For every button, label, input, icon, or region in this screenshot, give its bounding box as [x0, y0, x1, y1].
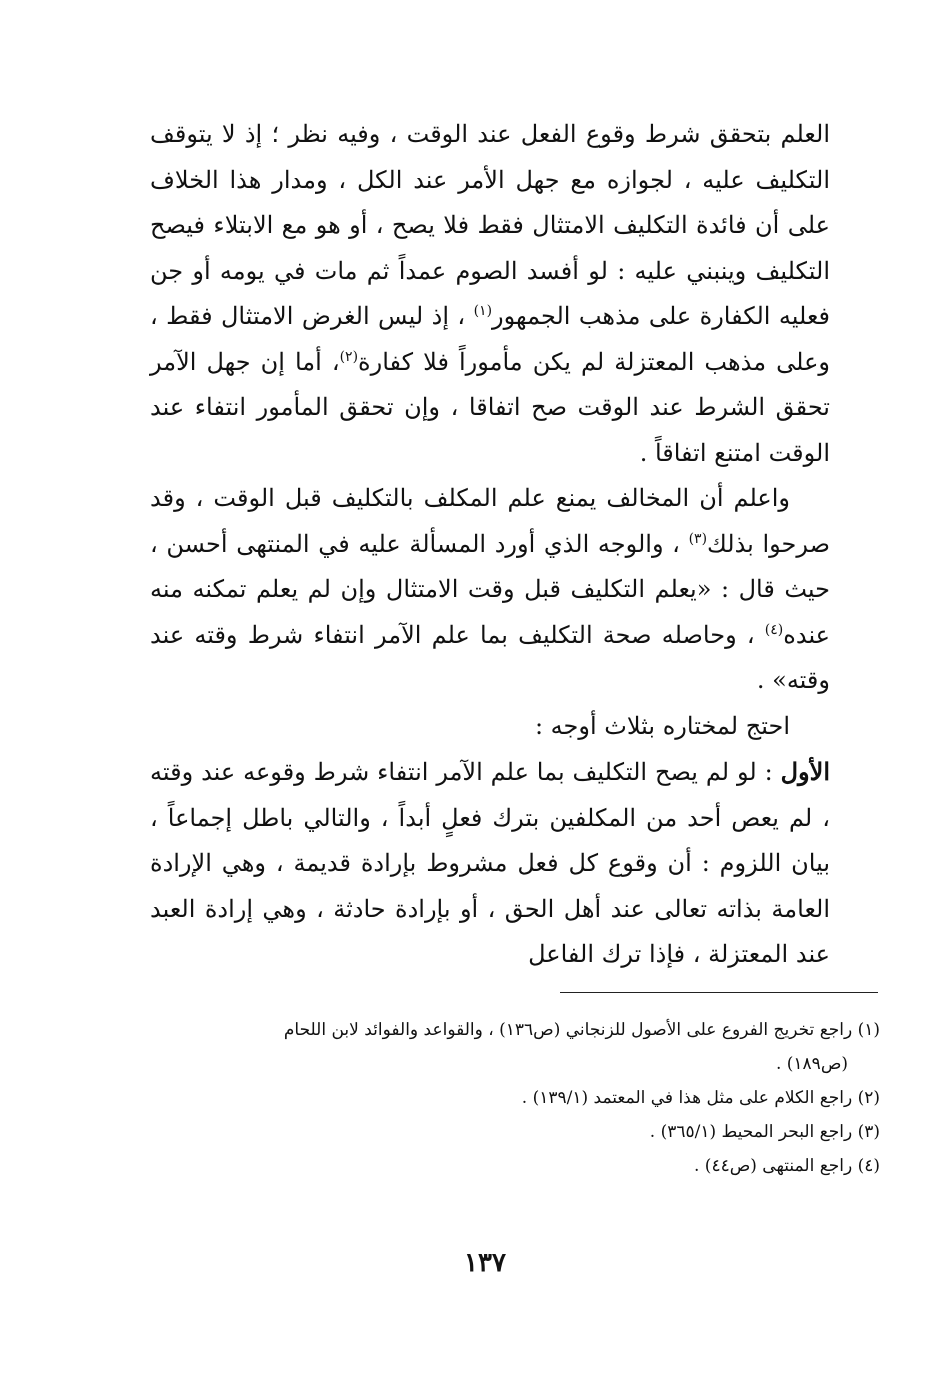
paragraph-3 — [150, 704, 830, 750]
footnote-1-line-1: (١) راجع تخريج الفروع على الأصول للزنجاني (ص١٣٦) ، والقواعد والفوائد لابن اللحام — [283, 1020, 880, 1040]
paragraph-4 — [150, 749, 830, 978]
paragraph-1-part-a: العلم بتحقق شرط وقوع الفعل عند الوقت ، وفيه نظر ؛ إذ لا يتوقف التكليف عليه ، لجوازه مع جهل الأمر عند الكل ، ومدار هذا الخلاف على أن فائدة التكليف الامتثال فقط فلا يصح ، أو هو مع الابتلاء فيصح التكليف وينبني عليه : لو أفسد الصوم عمداً ثم مات في يومه أو جن فعليه الكفارة على مذهب الجمهور — [150, 120, 830, 330]
paragraph-2-part-a: واعلم أن المخالف يمنع علم المكلف بالتكليف قبل الوقت ، وقد صرحوا بذلك — [150, 484, 830, 558]
footnote-2: (٢) راجع الكلام على مثل هذا في المعتمد (١٣٩/١) . — [521, 1088, 880, 1108]
main-text — [150, 112, 830, 978]
footnote-ref-1[interactable]: (١) — [473, 303, 493, 319]
footnote-ref-4[interactable]: (٤) — [764, 621, 784, 638]
paragraph-3-text: احتج لمختاره بثلاث أوجه : — [534, 711, 790, 740]
paragraph-4-lead: الأول — [780, 757, 830, 786]
footnote-1-line-2: (ص١٨٩) . — [775, 1054, 848, 1074]
paragraph-2 — [150, 476, 830, 704]
paragraph-1-part-c: ، أما إن جهل الآمر تحقق الشرط عند الوقت صح اتفاقا ، وإن تحقق المأمور انتفاء عند الوقت امتنع اتفاقاً . — [150, 347, 830, 467]
paragraph-4-text: : لو لم يصح التكليف بما علم الآمر انتفاء شرط وقوعه عند وقته ، لم يعص أحد من المكلفين بترك فعلٍ أبداً ، والتالي باطل إجماعاً ، بيان اللزوم : أن وقوع كل فعل مشروط بإرادة قديمة ، وهي الإرادة العامة بذاته تعالى عند أهل الحق ، أو بإرادة حادثة ، وهي إرادة العبد عند المعتزلة ، فإذا ترك الفاعل — [150, 758, 830, 968]
footnote-4: (٤) راجع المنتهى (ص٤٤) . — [693, 1156, 880, 1176]
paragraph-1-part-b: ، إذ ليس الغرض الامتثال فقط ، وعلى مذهب المعتزلة لم يكن مأموراً فلا كفارة — [150, 302, 830, 376]
footnote-ref-3[interactable]: (٣) — [688, 530, 708, 547]
page-number: ١٣٧ — [464, 1248, 506, 1278]
footnote-3: (٣) راجع البحر المحيط (٣٦٥/١) . — [649, 1122, 880, 1142]
paragraph-2-part-b: ، والوجه الذي أورد المسألة عليه في المنتهى أحسن ، حيث قال : «يعلم التكليف قبل وقت الامتثال وإن لم يعلم تمكنه منه عنده — [150, 529, 830, 649]
footnote-divider — [560, 992, 878, 993]
footnotes — [150, 1013, 880, 1183]
footnote-ref-2[interactable]: (٢) — [339, 348, 359, 365]
paragraph-1 — [150, 112, 830, 476]
paragraph-2-part-c: ، وحاصله صحة التكليف بما علم الآمر انتفاء شرط وقته عند وقته» . — [150, 620, 830, 694]
